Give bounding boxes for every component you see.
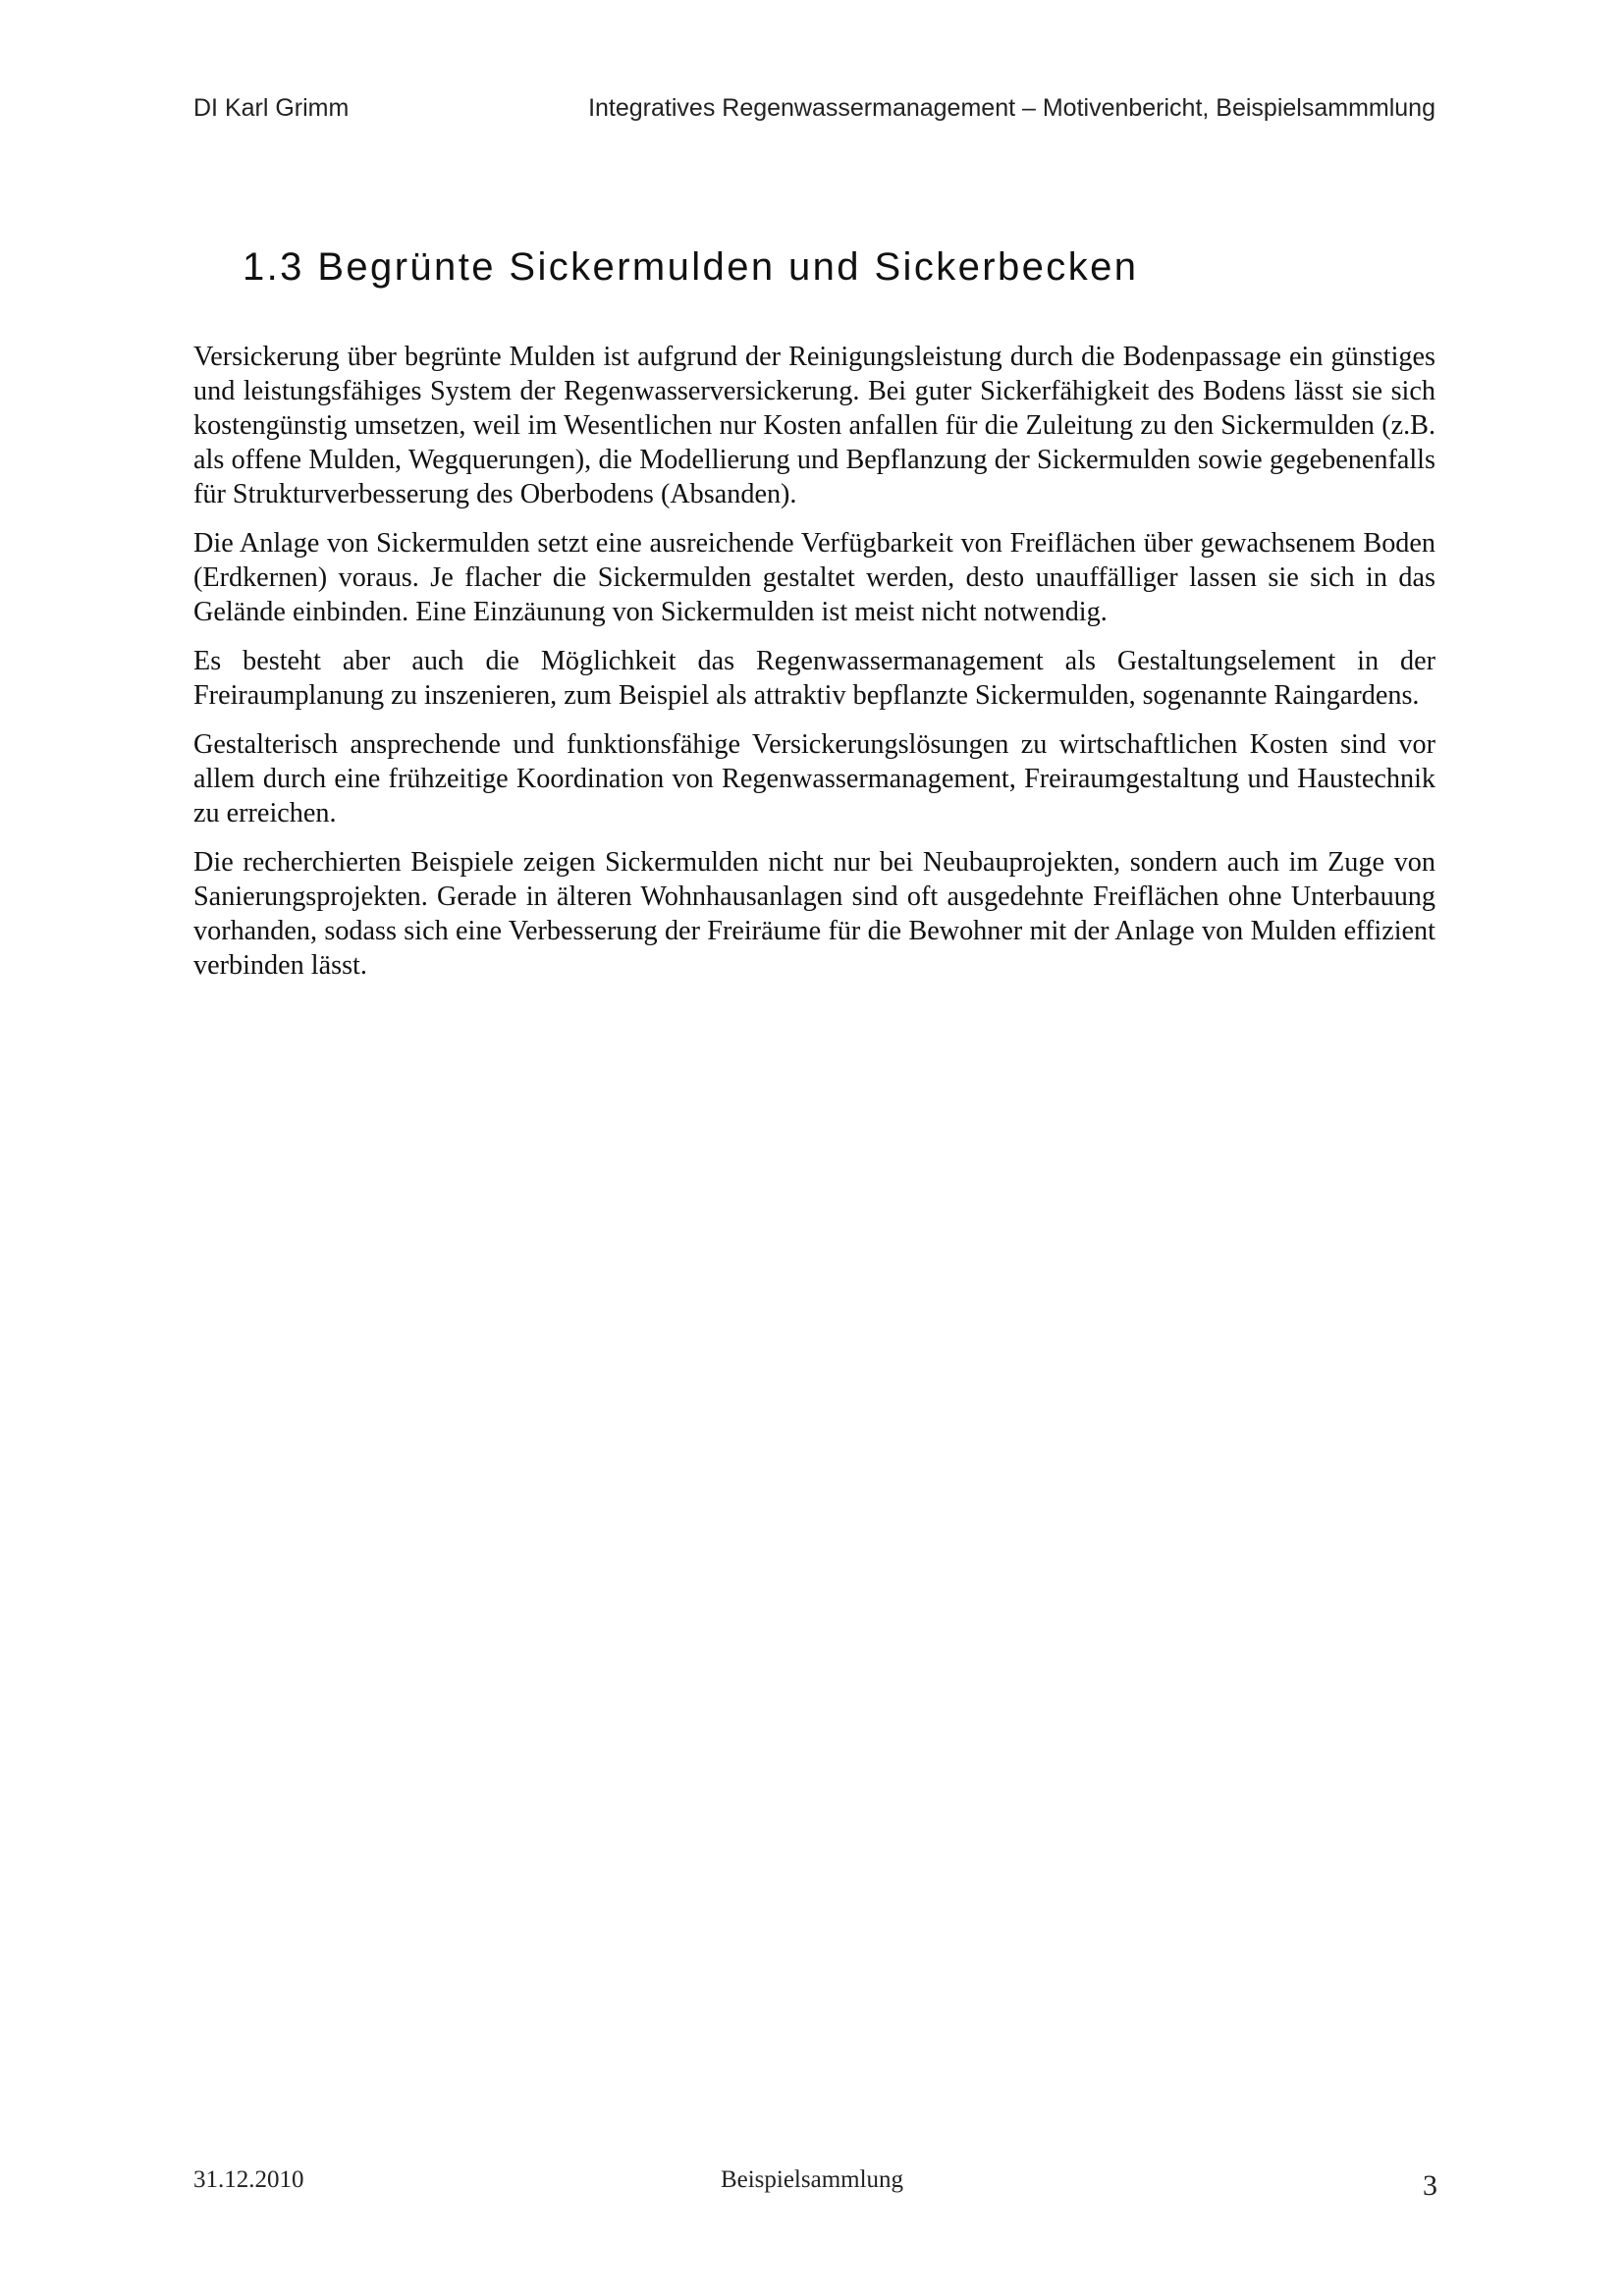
footer-label: Beispielsammlung <box>720 2166 904 2193</box>
section-heading: 1.3 Begrünte Sickermulden und Sickerbecken <box>243 245 1139 289</box>
footer-date: 31.12.2010 <box>193 2166 304 2193</box>
paragraph: Versickerung über begrünte Mulden ist aufgrund der Reinigungsleistung durch die Bodenpassage ein günstiges und leistungsfähiges System der Regenwasserversickerung. Bei guter Sickerfähigkeit des Bodens lässt sie sich kostengünstig umsetzen, weil im Wesentlichen nur Kosten anfallen für die Zuleitung zu den Sickermulden (z.B. als offene Mulden, Wegquerungen), die Modellierung und Bepflanzung der Sickermulden sowie gegebenenfalls für Strukturverbesserung des Oberbodens (Absanden). <box>193 342 1435 509</box>
section-body <box>193 340 1435 997</box>
header-author: DI Karl Grimm <box>193 94 350 122</box>
paragraph: Es besteht aber auch die Möglichkeit das Regenwassermanagement als Gestaltungselement in der Freiraumplanung zu inszenieren, zum Beispiel als attraktiv bepflanzte Sickermulden, sogenannte Raingardens. <box>193 646 1435 711</box>
paragraph: Die Anlage von Sickermulden setzt eine ausreichende Verfügbarkeit von Freiflächen über gewachsenem Boden (Erdkernen) voraus. Je flacher die Sickermulden gestaltet werden, desto unauffälliger lassen sie sich in das Gelände einbinden. Eine Einzäunung von Sickermulden ist meist nicht notwendig. <box>193 528 1435 627</box>
paragraph: Gestalterisch ansprechende und funktionsfähige Versickerungslösungen zu wirtschaftlichen Kosten sind vor allem durch eine frühzeitige Koordination von Regenwassermanagement, Freiraumgestaltung und Haustechnik zu erreichen. <box>193 729 1435 828</box>
header-document-title: Integratives Regenwassermanagement – Motivenbericht, Beispielsammmlung <box>588 94 1435 122</box>
paragraph: Die recherchierten Beispiele zeigen Sickermulden nicht nur bei Neubauprojekten, sondern auch im Zuge von Sanierungsprojekten. Gerade in älteren Wohnhausanlagen sind oft ausgedehnte Freiflächen ohne Unterbauung vorhanden, sodass sich eine Verbesserung der Freiräume für die Bewohner mit der Anlage von Mulden effizient verbinden lässt. <box>193 847 1435 981</box>
page-number: 3 <box>1423 2169 1437 2202</box>
